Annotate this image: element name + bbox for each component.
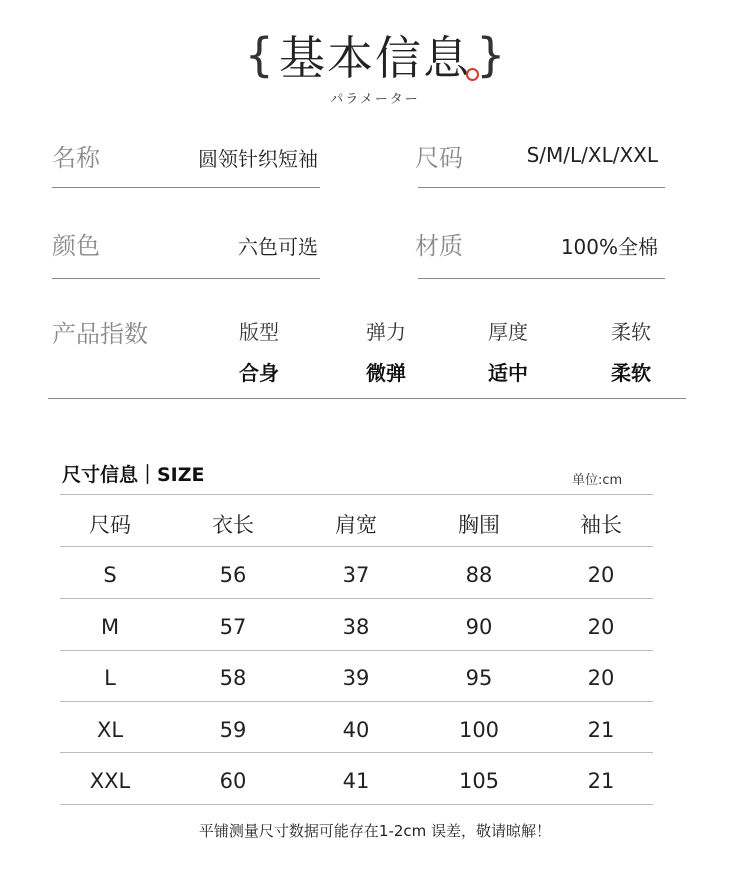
name-label: 名称 bbox=[52, 144, 100, 172]
table-cell: 56 bbox=[219, 563, 247, 587]
table-divider bbox=[60, 598, 653, 599]
table-divider bbox=[60, 752, 653, 753]
index-name-thickness: 厚度 bbox=[488, 320, 528, 344]
index-value-softness: 柔软 bbox=[611, 361, 651, 385]
accent-dot-icon bbox=[466, 68, 479, 81]
table-cell: XXL bbox=[89, 769, 131, 793]
table-cell: 57 bbox=[219, 615, 247, 639]
left-brace: { bbox=[244, 28, 274, 82]
index-value-fit: 合身 bbox=[239, 361, 279, 385]
size-underline bbox=[418, 187, 665, 188]
size-table-title: 尺寸信息｜SIZE bbox=[62, 464, 205, 486]
name-underline bbox=[52, 187, 320, 188]
table-bottom-line bbox=[60, 804, 653, 805]
table-cell: 20 bbox=[587, 666, 615, 690]
page-title: 基本信息 bbox=[279, 31, 471, 85]
table-cell: 60 bbox=[219, 769, 247, 793]
table-cell: 40 bbox=[342, 718, 370, 742]
material-value: 100%全棉 bbox=[560, 235, 658, 259]
table-cell: 37 bbox=[342, 563, 370, 587]
color-underline bbox=[52, 278, 320, 279]
size-table-top-line bbox=[60, 494, 653, 495]
table-cell: M bbox=[100, 615, 120, 639]
table-cell: 20 bbox=[587, 563, 615, 587]
color-label: 颜色 bbox=[52, 232, 100, 260]
index-underline bbox=[48, 398, 686, 399]
color-value: 六色可选 bbox=[238, 235, 318, 259]
table-divider bbox=[60, 701, 653, 702]
table-cell: 105 bbox=[458, 769, 500, 793]
table-divider bbox=[60, 546, 653, 547]
right-brace: } bbox=[476, 28, 506, 82]
table-cell: 38 bbox=[342, 615, 370, 639]
table-header-cell: 袖长 bbox=[580, 513, 622, 537]
table-cell: 59 bbox=[219, 718, 247, 742]
table-cell: 41 bbox=[342, 769, 370, 793]
index-name-elastic: 弹力 bbox=[366, 320, 406, 344]
table-cell: S bbox=[103, 563, 117, 587]
size-label: 尺码 bbox=[415, 144, 463, 172]
table-cell: 21 bbox=[587, 718, 615, 742]
header bbox=[0, 28, 750, 88]
table-cell: L bbox=[104, 666, 116, 690]
table-header-cell: 胸围 bbox=[458, 513, 500, 537]
table-header-cell: 尺码 bbox=[89, 513, 131, 537]
table-cell: 90 bbox=[465, 615, 493, 639]
index-name-fit: 版型 bbox=[239, 320, 279, 344]
size-table-unit: 单位:cm bbox=[572, 473, 623, 488]
table-cell: 100 bbox=[458, 718, 500, 742]
index-value-thickness: 适中 bbox=[488, 361, 528, 385]
size-value: S/M/L/XL/XXL bbox=[526, 143, 658, 167]
table-header-cell: 衣长 bbox=[212, 513, 254, 537]
material-label: 材质 bbox=[415, 232, 463, 260]
index-name-softness: 柔软 bbox=[611, 320, 651, 344]
table-cell: XL bbox=[96, 718, 124, 742]
table-cell: 58 bbox=[219, 666, 247, 690]
measurement-footnote: 平铺测量尺寸数据可能存在1-2cm 误差，敬请晾解！ bbox=[198, 822, 552, 840]
table-divider bbox=[60, 650, 653, 651]
table-header-cell: 肩宽 bbox=[335, 513, 377, 537]
table-cell: 88 bbox=[465, 563, 493, 587]
table-cell: 95 bbox=[465, 666, 493, 690]
index-value-elastic: 微弹 bbox=[366, 361, 406, 385]
name-value: 圆领针织短袖 bbox=[198, 147, 318, 171]
index-label: 产品指数 bbox=[52, 320, 148, 348]
material-underline bbox=[418, 278, 665, 279]
page-subtitle: パラメーター bbox=[330, 92, 420, 107]
table-cell: 21 bbox=[587, 769, 615, 793]
table-cell: 20 bbox=[587, 615, 615, 639]
table-cell: 39 bbox=[342, 666, 370, 690]
